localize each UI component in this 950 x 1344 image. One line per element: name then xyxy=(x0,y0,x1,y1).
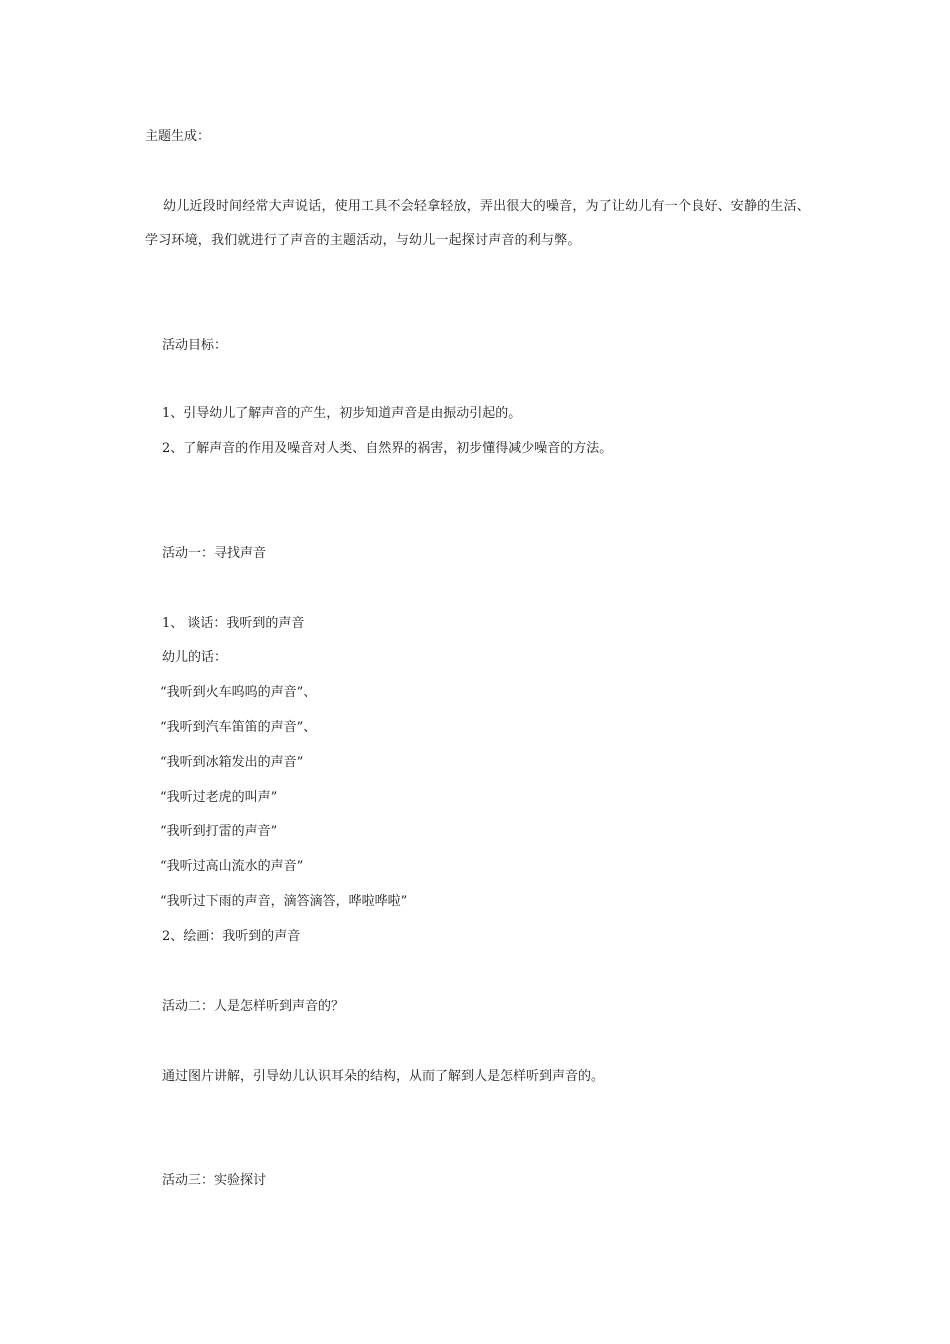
theme-paragraph: 幼儿近段时间经常大声说话，使用工具不会轻拿轻放，弄出很大的噪音，为了让幼儿有一个良好、安静的生活、学习环境，我们就进行了声音的主题活动，与幼儿一起探讨声音的利与弊。 xyxy=(145,199,810,248)
quote-item: “我听到冰箱发出的声音” xyxy=(160,755,304,770)
activity2-text: 通过图片讲解，引导幼儿认识耳朵的结构，从而了解到人是怎样听到声音的。 xyxy=(162,1069,605,1084)
quote-item: “我听过高山流水的声音” xyxy=(160,859,304,874)
activity1-step1: 1、 谈话：我听到的声音 xyxy=(162,616,305,631)
children-words-label: 幼儿的话： xyxy=(162,650,228,665)
activity2-heading: 活动二：人是怎样听到声音的？ xyxy=(162,999,345,1014)
quote-item: “我听过老虎的叫声” xyxy=(160,790,278,805)
activity1-step2: 2、绘画：我听到的声音 xyxy=(162,929,301,944)
goals-heading: 活动目标： xyxy=(162,338,228,353)
quote-item: “我听到汽车笛笛的声音”、 xyxy=(160,720,317,735)
quote-item: “我听到火车呜呜的声音”、 xyxy=(160,685,317,700)
goal-item-2: 2、了解声音的作用及噪音对人类、自然界的祸害，初步懂得减少噪音的方法。 xyxy=(162,441,613,456)
goal-item-1: 1、引导幼儿了解声音的产生，初步知道声音是由振动引起的。 xyxy=(162,406,522,421)
activity3-heading: 活动三：实验探讨 xyxy=(162,1173,267,1188)
activity1-heading: 活动一：寻找声音 xyxy=(162,546,267,561)
quote-item: “我听到打雷的声音” xyxy=(160,824,278,839)
quote-item: “我听过下雨的声音，滴答滴答，哗啦哗啦” xyxy=(160,894,408,909)
theme-heading: 主题生成： xyxy=(145,129,211,144)
